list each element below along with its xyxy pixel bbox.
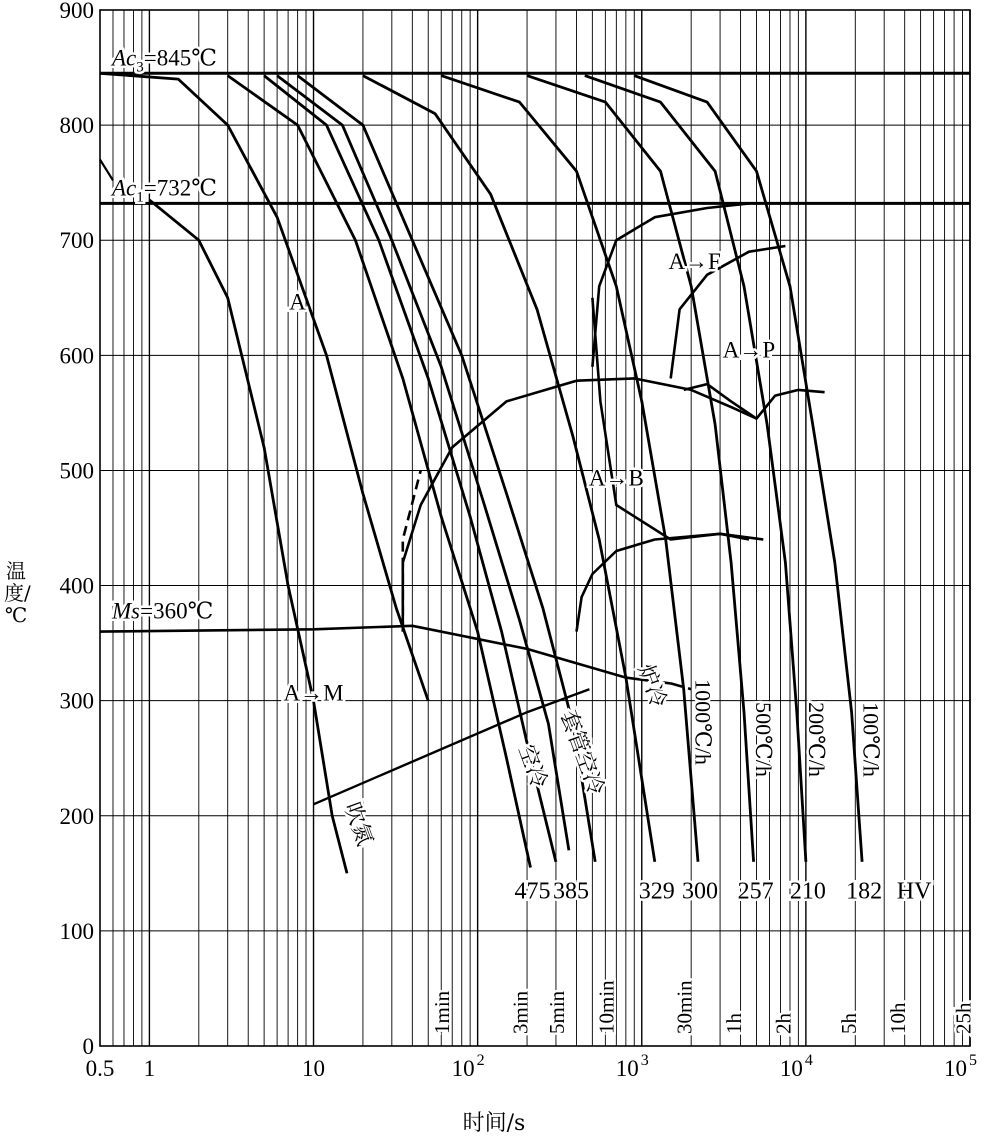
y-tick-label: 800 xyxy=(59,113,94,139)
hardness-value: 475 xyxy=(514,878,551,905)
y-tick-label: 0 xyxy=(82,1034,94,1059)
x-tick-base: 10 xyxy=(451,1056,475,1081)
ms-line-dashed xyxy=(671,683,692,689)
x-tick-label xyxy=(616,1052,649,1081)
chart-labels xyxy=(110,45,932,904)
phase-region-label: A xyxy=(289,289,306,315)
cooling-rate-label: 200℃/h xyxy=(803,702,829,777)
critical-temperature-label: $Ac_1=732℃$ xyxy=(112,175,217,206)
cooling-rate-label: 吹氮 xyxy=(339,798,379,849)
time-mark-label: 30min xyxy=(672,980,697,1034)
x-tick-label: 0.5 xyxy=(85,1056,115,1081)
y-tick-label: 300 xyxy=(59,688,94,714)
time-mark-label: 3min xyxy=(508,990,533,1034)
time-mark-label: 1min xyxy=(430,990,455,1034)
time-mark-label: 25h xyxy=(951,1002,976,1034)
x-tick-label: 1 xyxy=(143,1056,156,1081)
cooling-rate-label: 500℃/h xyxy=(751,702,777,777)
y-axis-label: 温度/℃ xyxy=(4,559,31,627)
nitrogen-marker-line xyxy=(314,689,590,804)
y-tick-label: 900 xyxy=(59,0,94,23)
time-mark-label: 2h xyxy=(771,1013,796,1034)
x-tick-base: 10 xyxy=(944,1056,967,1081)
cooling-curve xyxy=(264,76,556,862)
phase-region-label: A→P xyxy=(722,337,776,363)
x-tick-label xyxy=(780,1052,813,1081)
x-tick-exponent: 3 xyxy=(640,1052,649,1069)
x-tick-exponent: 4 xyxy=(804,1052,813,1069)
time-mark-label: 5min xyxy=(544,990,569,1034)
x-tick-base: 10 xyxy=(615,1056,639,1081)
y-tick-label: 200 xyxy=(59,803,94,829)
x-tick-exponent: 2 xyxy=(476,1052,485,1069)
y-tick-label: 700 xyxy=(59,228,94,254)
cooling-rate-label: 1000℃/h xyxy=(690,679,716,765)
y-tick-label: 500 xyxy=(59,458,94,484)
phase-region-label: A→F xyxy=(668,249,721,274)
time-mark-label: 5h xyxy=(836,1013,861,1034)
cooling-rate-label: 100℃/h xyxy=(858,702,884,777)
x-tick-label xyxy=(452,1052,485,1081)
x-axis-label: 时间/s xyxy=(462,1111,526,1136)
hardness-value: 329 xyxy=(638,878,675,905)
ms-line xyxy=(100,626,671,684)
hardness-value: 385 xyxy=(552,878,589,905)
hardness-value: 210 xyxy=(789,878,826,905)
critical-temperature-label: $Ac_3=845℃$ xyxy=(112,45,217,76)
cooling-curve xyxy=(228,76,531,868)
hardness-unit: HV xyxy=(896,878,932,905)
critical-temperature-label: Ms=360℃ xyxy=(112,598,214,624)
x-tick-base: 10 xyxy=(779,1056,803,1081)
hardness-value: 300 xyxy=(681,878,718,905)
time-mark-label: 10h xyxy=(886,1002,911,1034)
y-tick-label: 100 xyxy=(59,918,94,944)
cooling-rate-label: 空冷 xyxy=(513,741,553,792)
cooling-rate-label: 套管空冷 xyxy=(555,706,610,799)
phase-region-label: A→B xyxy=(588,465,644,491)
phase-region-label: A→M xyxy=(283,680,344,706)
y-tick-label: 600 xyxy=(59,343,94,369)
axes xyxy=(60,0,978,1081)
transformation-boundary xyxy=(684,384,825,419)
hardness-value: 257 xyxy=(737,878,774,905)
y-tick-label: 400 xyxy=(59,573,94,599)
time-mark-label: 10min xyxy=(594,980,619,1034)
time-mark-label: 1h xyxy=(722,1013,747,1034)
hardness-value: 182 xyxy=(846,878,883,905)
cooling-rate-label: 炉冷 xyxy=(633,660,672,711)
x-tick-label xyxy=(944,1052,977,1081)
x-tick-label: 10 xyxy=(302,1056,326,1081)
x-tick-exponent: 5 xyxy=(969,1052,977,1069)
